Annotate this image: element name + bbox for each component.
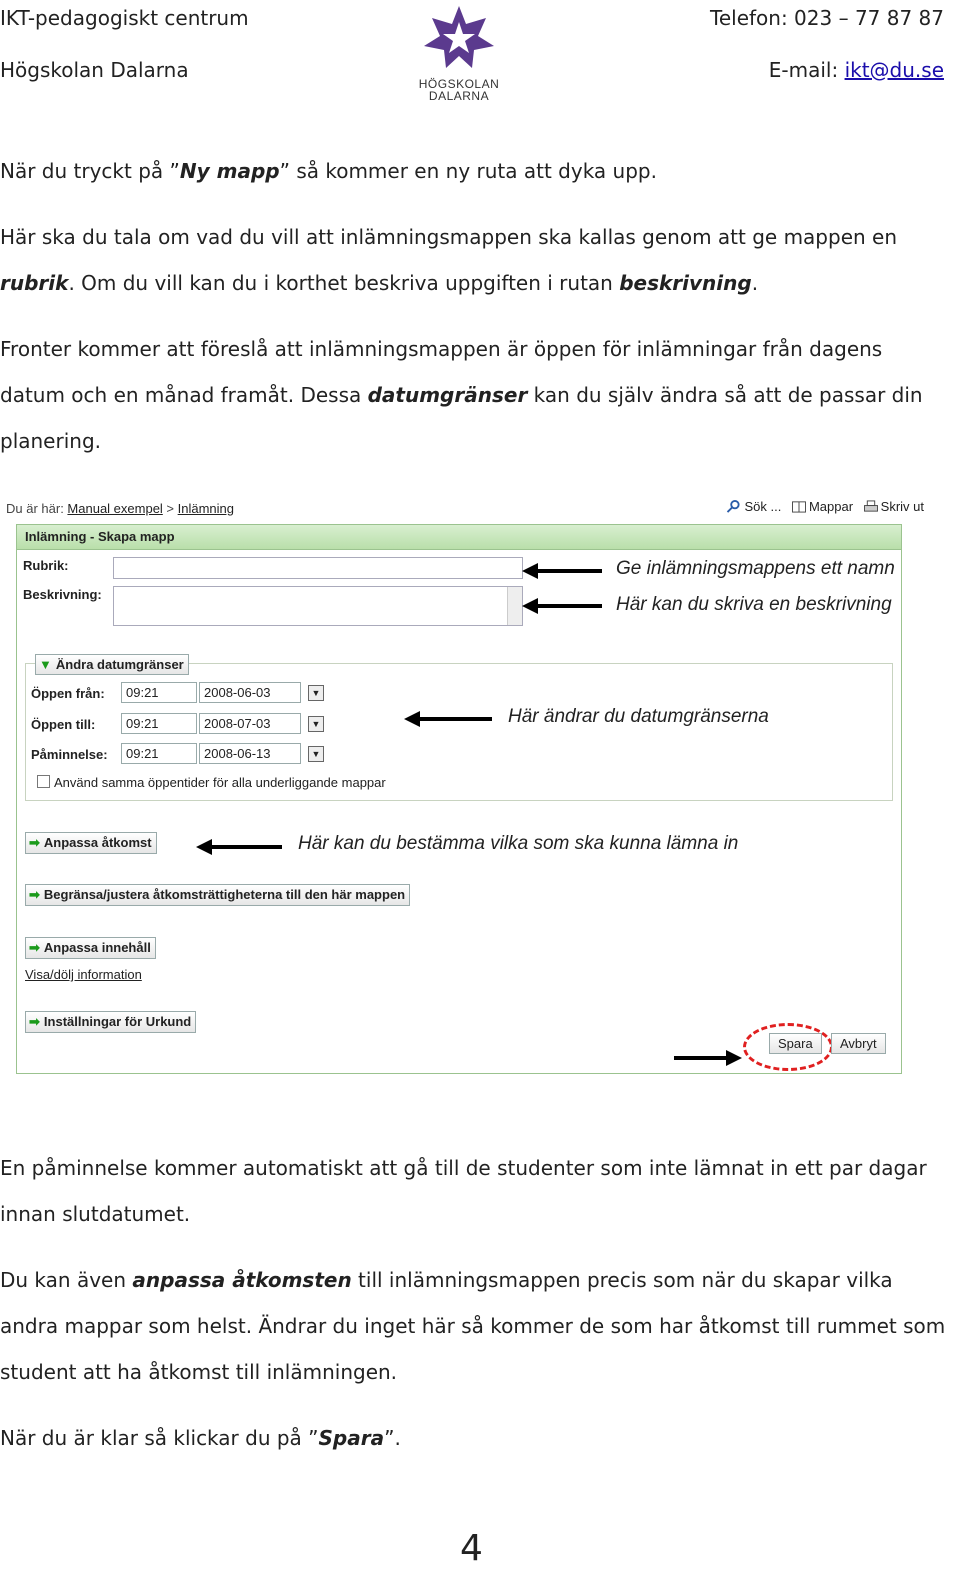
email-link[interactable]: ikt@du.se	[844, 58, 944, 82]
reminder-date[interactable]: 2008-06-13	[199, 743, 301, 764]
arrow-down-icon: ▼	[39, 657, 52, 672]
note-dates: Här ändrar du datumgränserna	[508, 706, 769, 727]
calendar-dropdown-icon[interactable]: ▼	[308, 685, 324, 701]
paragraph-5: Du kan även anpassa åtkomsten till inlämningsmappen precis som när du skapar vilka andra mappar som helst. Ändrar du inget här så kommer de som har åtkomst till rummet som student att ha åtkomst till inlämningen.	[0, 1268, 946, 1384]
arrow-right-icon: ➡	[29, 835, 40, 850]
arrow-left-icon	[536, 604, 602, 608]
textarea-scrollbar[interactable]	[507, 587, 522, 625]
top-bar	[4, 492, 932, 522]
book-icon	[791, 500, 807, 513]
open-from-date[interactable]: 2008-06-03	[199, 682, 301, 703]
beskrivning-textarea[interactable]	[113, 586, 523, 626]
arrow-left-icon	[536, 569, 602, 573]
note-access: Här kan du bestämma vilka som ska kunna lämna in	[298, 833, 739, 854]
paragraph-2: Här ska du tala om vad du vill att inlämningsmappen ska kallas genom att ge mappen en rubrik. Om du vill kan du i korthet beskriva uppgiften i rutan beskrivning.	[0, 225, 898, 295]
breadcrumb-link-manual[interactable]: Manual exempel	[67, 501, 163, 516]
open-from-label: Öppen från:	[31, 686, 105, 701]
toolbar	[720, 499, 924, 514]
breadcrumb-link-inlamning[interactable]: Inlämning	[177, 501, 235, 516]
search-tool[interactable]: Sök ...	[726, 499, 781, 514]
toggle-info-link[interactable]: Visa/dölj information	[25, 967, 142, 982]
printer-icon	[863, 500, 879, 513]
arrow-left-icon	[418, 717, 492, 721]
page-number: 4	[460, 1528, 483, 1569]
org-name: IKT-pedagogiskt centrum	[0, 6, 249, 30]
phone: Telefon: 023 – 77 87 87	[710, 6, 944, 30]
open-from-time[interactable]: 09:21	[121, 682, 197, 703]
note-name: Ge inlämningsmappens ett namn	[616, 558, 895, 579]
paragraph-1: När du tryckt på ”Ny mapp” så kommer en ny ruta att dyka upp.	[0, 159, 657, 183]
reminder-label: Påminnelse:	[31, 747, 108, 762]
email-label: E-mail:	[768, 58, 845, 82]
calendar-dropdown-icon[interactable]: ▼	[308, 746, 324, 762]
open-to-time[interactable]: 09:21	[121, 713, 197, 734]
open-to-label: Öppen till:	[31, 717, 96, 732]
save-button[interactable]: Spara	[769, 1033, 822, 1054]
email-line	[769, 58, 944, 82]
logo-text	[408, 78, 510, 102]
same-times-checkbox[interactable]	[37, 775, 50, 788]
paragraph-4: En påminnelse kommer automatiskt att gå till de studenter som inte lämnat in ett par dagar innan slutdatumet.	[0, 1156, 927, 1226]
rubrik-label: Rubrik:	[23, 558, 69, 573]
reminder-time[interactable]: 09:21	[121, 743, 197, 764]
paragraph-6: När du är klar så klickar du på ”Spara”.	[0, 1426, 401, 1450]
folders-tool[interactable]: Mappar	[791, 499, 853, 514]
arrow-right-icon: ➡	[29, 887, 40, 902]
same-times-label: Använd samma öppentider för alla underliggande mappar	[54, 775, 386, 790]
arrow-right-icon: ➡	[29, 940, 40, 955]
note-description: Här kan du skriva en beskrivning	[616, 594, 892, 615]
logo-line1: HÖGSKOLAN	[418, 77, 500, 91]
logo	[408, 2, 510, 103]
school-name: Högskolan Dalarna	[0, 58, 189, 82]
star-logo-icon	[408, 2, 510, 74]
restrict-rights-button[interactable]: ➡ Begränsa/justera åtkomsträttigheterna till den här mappen	[25, 884, 410, 906]
change-dates-button[interactable]: ▼ Ändra datumgränser	[35, 654, 189, 675]
panel-title: Inlämning - Skapa mapp	[17, 525, 901, 550]
cancel-button[interactable]: Avbryt	[831, 1033, 886, 1054]
ny-mapp-term: Ny mapp	[179, 159, 280, 183]
arrow-right-icon	[674, 1056, 728, 1060]
urkund-settings-button[interactable]: ➡ Inställningar för Urkund	[25, 1011, 196, 1033]
logo-line2: DALARNA	[428, 89, 490, 103]
fronter-screenshot	[4, 492, 932, 1117]
rubrik-input[interactable]	[113, 557, 523, 579]
arrow-right-icon: ➡	[29, 1014, 40, 1029]
open-to-date[interactable]: 2008-07-03	[199, 713, 301, 734]
beskrivning-label: Beskrivning:	[23, 587, 102, 602]
adjust-content-button[interactable]: ➡ Anpassa innehåll	[25, 937, 156, 959]
search-icon	[726, 500, 742, 513]
paragraph-3: Fronter kommer att föreslå att inlämningsmappen är öppen för inlämningar från dagens datum och en månad framåt. Dessa datumgränser kan du själv ändra så att de passar din planering.	[0, 337, 923, 453]
arrow-left-icon	[210, 845, 282, 849]
print-tool[interactable]: Skriv ut	[863, 499, 924, 514]
breadcrumb: Du är här: Manual exempel > Inlämning	[6, 501, 235, 516]
calendar-dropdown-icon[interactable]: ▼	[308, 716, 324, 732]
same-times-row	[37, 775, 386, 790]
adjust-access-button[interactable]: ➡ Anpassa åtkomst	[25, 832, 157, 854]
